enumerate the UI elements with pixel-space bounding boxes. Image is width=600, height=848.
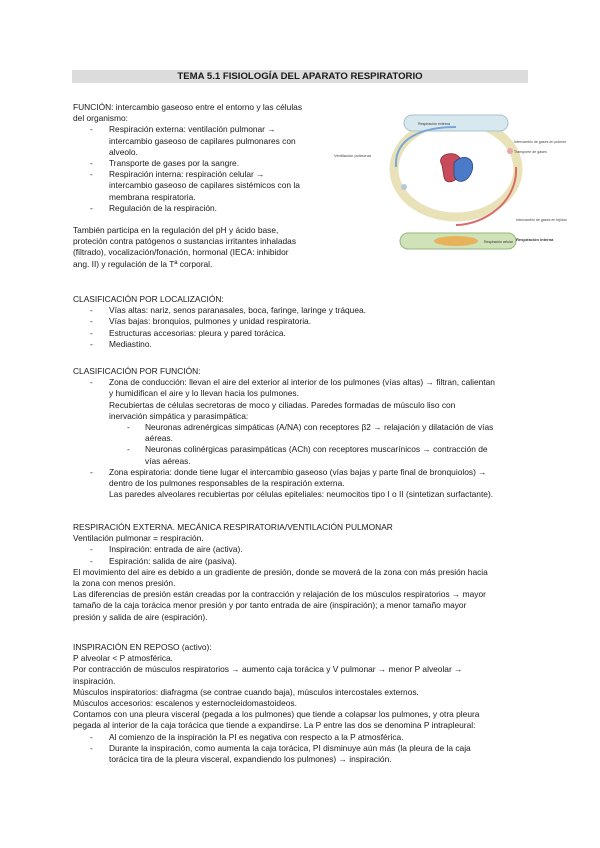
list-item — [73, 743, 543, 765]
list-item-line: - Estructuras accesorias: pleura y pared torácica. — [109, 327, 286, 338]
list-item-line: - Inspiración: entrada de aire (activa). — [109, 544, 243, 555]
list-item-line: - Neuronas adrenérgicas simpáticas (A/NA) con receptores β2 → relajación y dilatación de vías — [145, 422, 494, 433]
list-item — [73, 377, 543, 399]
list-item-line: - Zona de conducción: llevan el aire del exterior al interior de los pulmones (vías altas) → filtran, calientan — [109, 377, 495, 388]
text-line: (filtrado), vocalización/fonación, hormonal (IECA: inhibidor — [73, 247, 289, 258]
text-line: También participa en la regulación del pH y ácido base, — [73, 225, 279, 236]
text-line: presión y salida de aire (espiración). — [73, 611, 208, 622]
text-line: Ventilación pulmonar = respiración. — [73, 533, 204, 544]
list-item-line: - Neuronas colinérgicas parasimpáticas (ACh) con receptores muscarínicos → contracción de — [145, 444, 488, 455]
list-item-line: - Vías altas: nariz, senos paranasales, boca, faringe, laringe y tráquea. — [109, 305, 366, 316]
cell-shape — [434, 236, 478, 246]
list-item — [73, 316, 533, 327]
section-respiracion-externa — [73, 522, 543, 623]
list-item — [73, 544, 543, 555]
figure-label: Respiración interna — [516, 237, 554, 242]
text-line: Contamos con una pleura visceral (pegada a los pulmones) que tiende a colapsar los pulmones, y otra pleura — [73, 709, 480, 720]
section-clasificacion-funcion — [73, 366, 543, 500]
section-inspiracion — [73, 642, 543, 765]
list-item-line: intercambio gaseoso de capilares pulmonares con — [109, 135, 296, 146]
figure-label: Intercambio de gases en pulmón — [514, 140, 567, 144]
text-line: Recubiertas de células secretoras de moco y ciliadas. Paredes formadas de músculo liso con — [109, 399, 456, 410]
list-item — [73, 556, 543, 567]
sub-list-item — [73, 444, 543, 466]
list-item-line: - Durante la inspiración, como aumenta la caja torácica, PI disminuye aún más (la pleura de la caja — [109, 742, 471, 753]
text-line: inervación simpática y parasimpática: — [109, 410, 249, 421]
text-line: inspiración. — [73, 675, 116, 686]
text-line: El movimiento del aire es debido a un gradiente de presión, donde se moverá de la zona con más presión hacia — [73, 566, 488, 577]
list-item — [73, 124, 338, 158]
section-localizacion — [73, 294, 533, 350]
list-item-line: vías aéreas. — [145, 455, 191, 466]
list-item — [73, 732, 543, 743]
list-item-line: dentro de los pulmones responsables de la respiración externa. — [109, 478, 345, 489]
list-item-line: - Transporte de gases por la sangre. — [109, 158, 240, 169]
figure-label: Intercambio de gases en tejidos — [516, 218, 567, 222]
figure-label: Ventilación pulmonar — [334, 153, 372, 158]
list-continuation — [73, 400, 543, 422]
figure-label: Respiración celular — [484, 240, 513, 244]
section-heading: CLASIFICACIÓN POR FUNCIÓN: — [73, 366, 201, 376]
text-line: Las diferencias de presión están creadas por la contracción y relajación de los músculos respiratorios → mayor — [73, 589, 486, 600]
list-item-line: intercambio gaseoso de capilares sistémicos con la — [109, 180, 300, 191]
figure-label: Transporte de gases — [514, 150, 547, 154]
section-heading: RESPIRACIÓN EXTERNA. MECÁNICA RESPIRATORIA/VENTILACIÓN PULMONAR — [73, 522, 393, 532]
text-line: Las paredes alveolares recubiertas por células epiteliales: neumocitos tipo I o II (sintetizan surfactante). — [109, 489, 494, 500]
text-line: Músculos accesorios: escalenos y esternocleidomastoideos. — [73, 698, 297, 709]
list-item — [73, 328, 533, 339]
text-line: P alveolar < P atmosférica. — [73, 653, 174, 664]
list-item — [73, 339, 533, 350]
respiration-cycle-figure — [334, 107, 590, 267]
text-line: tamaño de la caja torácica menor presión y por tanto entrada de aire (inspiración); a menor tamaño mayor — [73, 600, 467, 611]
list-item-line: - Respiración interna: respiración celular → — [109, 169, 265, 180]
text-line: FUNCIÓN: intercambio gaseoso entre el entorno y las células — [73, 102, 303, 112]
list-item-line: membrana respiratoria. — [109, 191, 196, 202]
list-item-line: aéreas. — [145, 433, 173, 444]
list-item-line: - Al comienzo de la inspiración la PI es negativa con respecto a la P atmosférica. — [109, 731, 404, 742]
section-funcion — [73, 102, 338, 270]
text-line: del organismo: — [73, 113, 128, 124]
list-item-line: - Vías bajas: bronquios, pulmones y unidad respiratoria. — [109, 316, 312, 327]
list-item-line: - Espiración: salida de aire (pasiva). — [109, 555, 238, 566]
text-line: pegada al interior de la caja torácica que tiende a expandirse. La P entre las dos se denomina P intrapleural: — [73, 720, 476, 731]
list-item-line: - Zona espiratoria: donde tiene lugar el intercambio gaseoso (vías bajas y parte final de bronquiolos) → — [109, 466, 487, 477]
section-heading: CLASIFICACIÓN POR LOCALIZACIÓN: — [73, 294, 224, 304]
list-continuation — [73, 489, 543, 500]
heart-icon — [454, 157, 473, 181]
text-line: Músculos inspiratorios: diafragma (se contrae cuando baja), músculos intercostales externos. — [73, 686, 419, 697]
text-line: ang. II) y regulación de la Tª corporal. — [73, 258, 213, 269]
list-item-line: y humidifican el aire y lo llevan hacia los pulmones. — [109, 388, 299, 399]
sub-list-item — [73, 422, 543, 444]
list-item — [73, 169, 338, 203]
list-item-line: - Regulación de la respiración. — [109, 202, 218, 213]
text-line: la zona con menos presión. — [73, 578, 176, 589]
list-item — [73, 305, 533, 316]
text-line: Por contracción de músculos respiratorios → aumento caja torácica y V pulmonar → menor P alveolar → — [73, 664, 463, 675]
list-item-line: torácica tira de la pleura visceral, expandiendo los pulmones) → inspiración. — [109, 754, 392, 765]
list-item — [73, 158, 338, 169]
list-item — [73, 203, 338, 214]
list-item-line: - Respiración externa: ventilación pulmonar → — [109, 124, 276, 135]
list-item-line: - Mediastino. — [109, 338, 152, 349]
page-title: TEMA 5.1 FISIOLOGÍA DEL APARATO RESPIRATORIO — [72, 70, 528, 83]
figure-label: Respiración externa — [418, 122, 450, 126]
list-item-line: alveolo. — [109, 146, 138, 157]
section-heading: INSPIRACIÓN EN REPOSO (activo): — [73, 642, 212, 652]
list-item — [73, 467, 543, 489]
text-line: proteción contra patógenos o sustancias irritantes inhaladas — [73, 236, 297, 247]
